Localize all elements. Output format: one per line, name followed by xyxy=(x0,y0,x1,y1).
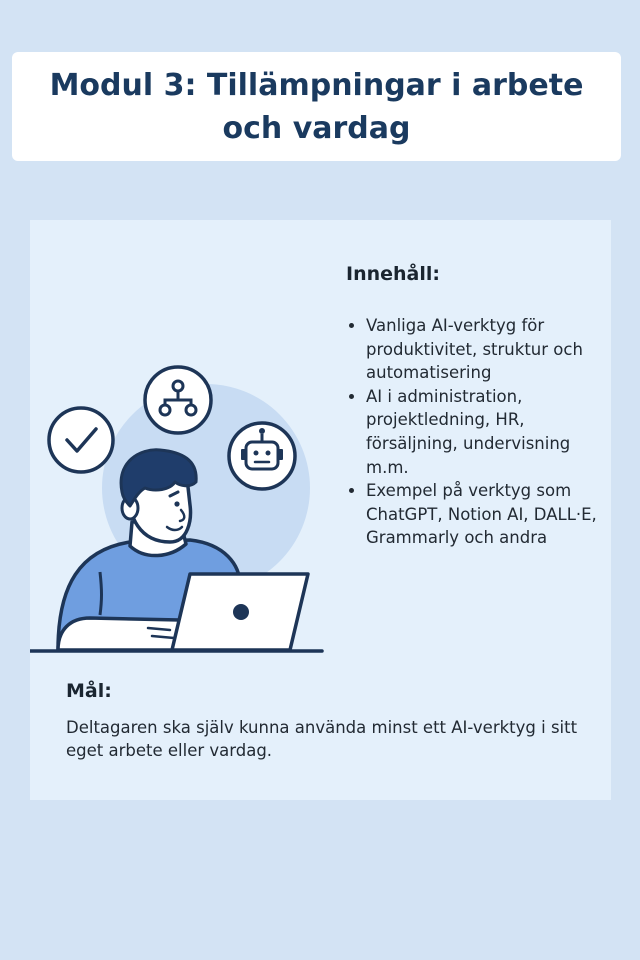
page-title: Modul 3: Tillämpningar i arbete och vardag xyxy=(49,67,584,146)
hierarchy-icon xyxy=(145,367,211,433)
laptop-icon xyxy=(172,574,308,650)
content-heading: Innehåll: xyxy=(346,263,440,285)
title-banner xyxy=(12,52,621,161)
robot-icon xyxy=(229,423,295,489)
goal-heading: Mål: xyxy=(66,680,112,702)
person-laptop-illustration xyxy=(30,220,340,670)
list-item: • Vanliga AI-verktyg för produktivitet, struktur och automatisering xyxy=(366,314,604,385)
module-card xyxy=(30,220,611,800)
checkmark-icon xyxy=(49,408,113,472)
list-item: • AI i administration, projektledning, HR, försäljning, undervisning m.m. xyxy=(366,385,604,479)
content-section xyxy=(344,260,604,550)
goal-text: Deltagaren ska själv kunna använda minst ett AI-verktyg i sitt eget arbete eller vardag. xyxy=(66,718,578,760)
content-list xyxy=(344,314,604,550)
goal-section xyxy=(66,678,606,762)
list-item: • Exempel på verktyg som ChatGPT, Notion AI, DALL·E, Grammarly och andra xyxy=(366,479,604,550)
